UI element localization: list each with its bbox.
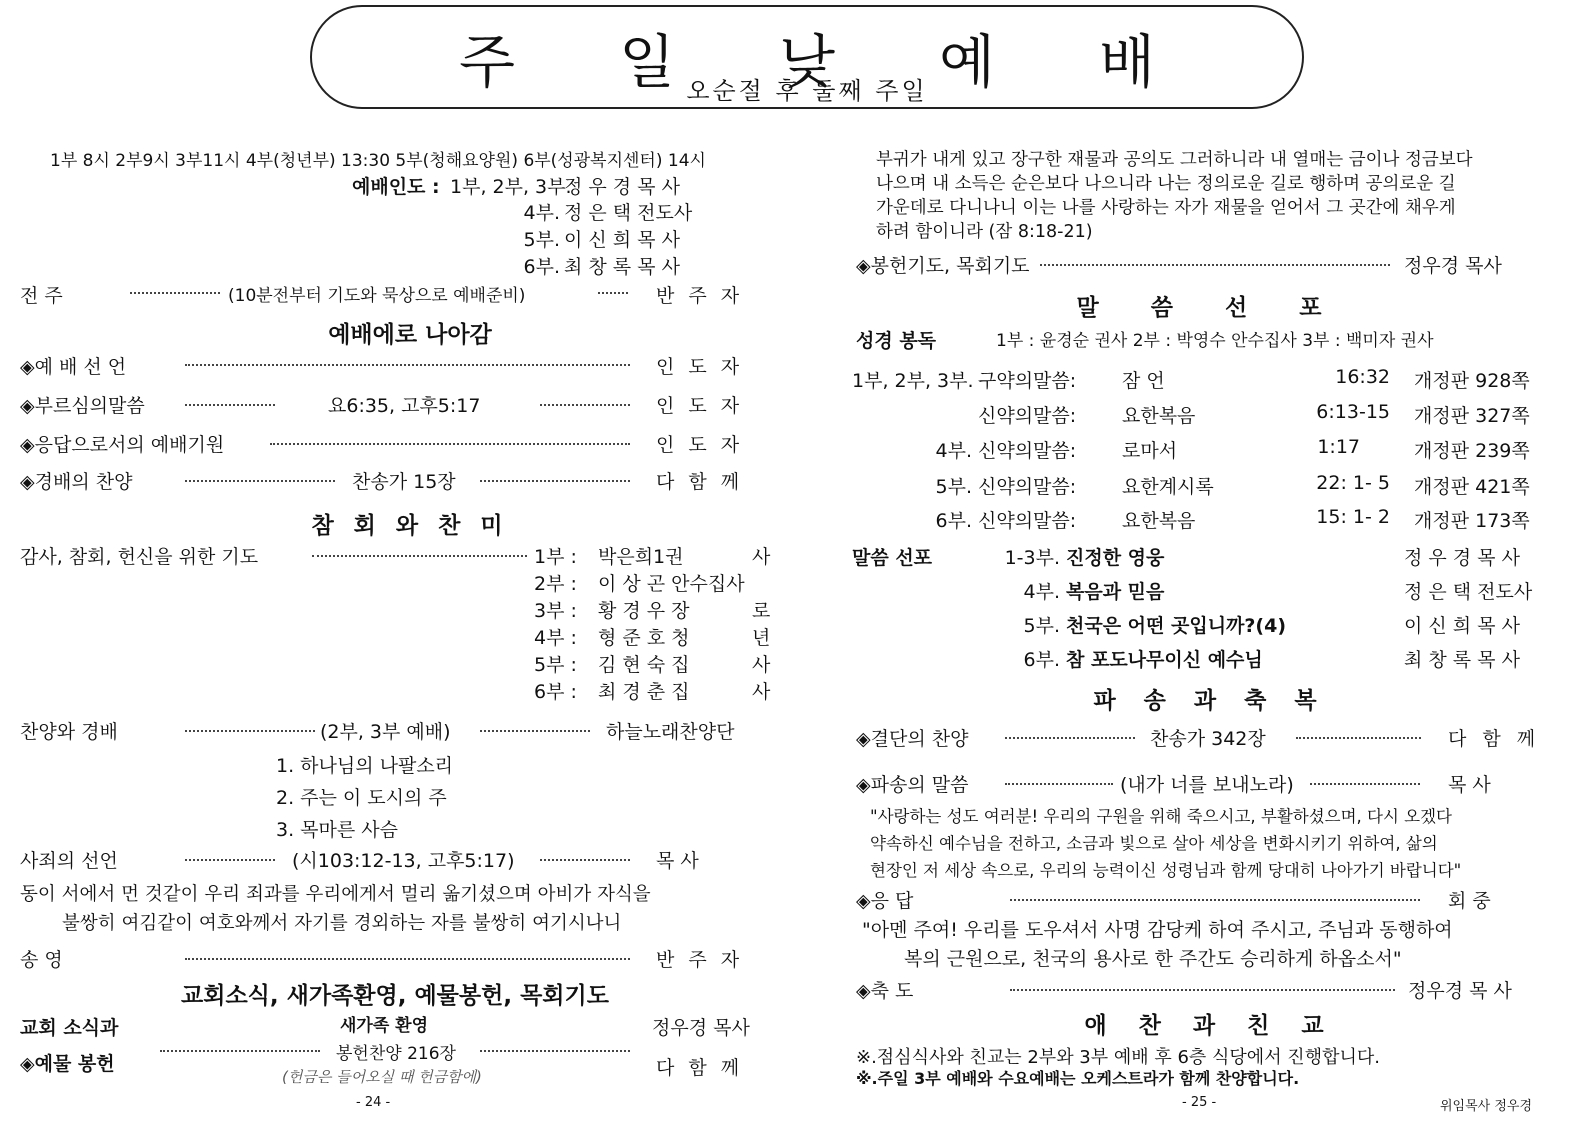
sending-ref: (내가 너를 보내노라)	[1120, 774, 1294, 796]
absolution-role: 목 사	[656, 850, 699, 872]
sending-line: 현장인 저 세상 속으로, 우리의 능력이신 성령님과 함께 당대히 나아가기 바랍니다"	[870, 861, 1462, 880]
order-item-label: ◈응답으로서의 예배기원	[20, 434, 225, 456]
sending-text	[870, 803, 1461, 884]
prayer-label: 감사, 참회, 헌신을 위한 기도	[20, 546, 259, 568]
dot-leader	[1010, 899, 1420, 901]
dot-leader	[130, 292, 220, 294]
offering-role: 다 함 께	[656, 1057, 744, 1079]
prayer-role: 년	[752, 627, 771, 649]
decision-hymn: 찬송가 342장	[1150, 728, 1266, 750]
absolution-text: 동이 서에서 먼 것같이 우리 죄과를 우리에게서 멀리 옮기셨으며 아비가 자식을	[20, 884, 651, 905]
prayer-part: 3부 :	[534, 600, 577, 622]
sermon-group: 5부.	[1023, 615, 1060, 637]
scripture-ref: 16:32	[1335, 366, 1390, 388]
title-char: 낮	[778, 28, 836, 96]
section-title: 교회소식, 새가족환영, 예물봉헌, 목회기도	[181, 983, 609, 1009]
order-item-label: ◈경배의 찬양	[20, 471, 133, 493]
prayer-part: 6부 :	[534, 681, 577, 703]
leader-group: 1부, 2부, 3부.	[450, 176, 572, 198]
sermon-group: 1-3부.	[1004, 547, 1060, 569]
scripture-page: 개정판 239쪽	[1414, 440, 1530, 462]
prayer-name: 박은희1권	[598, 546, 684, 568]
prayer-part: 2부 :	[534, 573, 577, 595]
scripture-page: 개정판 327쪽	[1414, 405, 1530, 427]
order-item-label: ◈부르심의말씀	[20, 395, 145, 417]
order-item-role: 인 도 자	[656, 356, 744, 378]
scripture-book: 요한복음	[1122, 405, 1196, 427]
scripture-kind: 신약의말씀:	[978, 510, 1077, 532]
prayer-role: 사	[752, 681, 771, 703]
section-title: 예배에로 나아감	[328, 322, 492, 348]
benediction-label: ◈축 도	[856, 980, 914, 1002]
dot-leader	[1005, 783, 1113, 785]
section-title: 말 씀 선 포	[1076, 295, 1344, 321]
prelude-desc: (10분전부터 기도와 묵상으로 예배준비)	[228, 286, 526, 306]
section-title: 애 찬 과 친 교	[1084, 1013, 1336, 1039]
prayer-name: 최 경 춘 집	[598, 681, 690, 703]
service-schedule: 1부 8시 2부9시 3부11시 4부(청년부) 13:30 5부(청해요양원) 6부(성광복지센터) 14시	[50, 151, 706, 171]
prayer-role: 사	[752, 654, 771, 676]
response-text: "아멘 주여! 우리를 도우셔서 사명 감당케 하여 주시고, 주님과 동행하여	[862, 919, 1453, 941]
order-item-label: ◈예 배 선 언	[20, 356, 127, 378]
response-label: ◈응 답	[856, 890, 914, 912]
reading-readers: 1부 : 윤경순 권사 2부 : 박영수 안수집사 3부 : 백미자 권사	[996, 331, 1434, 351]
sermon-preacher: 정 우 경 목 사	[1404, 547, 1520, 569]
order-item-role: 인 도 자	[656, 434, 744, 456]
verse-line: 부귀가 내게 있고 장구한 재물과 공의도 그러하니라 내 열매는 금이나 정금보다	[876, 150, 1473, 170]
doxology-role: 반 주 자	[656, 949, 744, 971]
sermon-label: 말씀 선포	[852, 547, 933, 569]
scripture-group: 6부.	[935, 510, 972, 532]
leader-group: 5부.	[523, 229, 560, 251]
notice-line: ※.점심식사와 친교는 2부와 3부 예배 후 6층 식당에서 진행합니다.	[856, 1047, 1380, 1068]
dot-leader	[1005, 737, 1135, 739]
leader-name: 정 은 택 전도사	[564, 202, 693, 224]
decision-label: ◈결단의 찬양	[856, 728, 969, 750]
prayer-name: 이 상 곤 안수집사	[598, 573, 745, 595]
prayer-name: 형 준 호 청	[598, 627, 690, 649]
prayer-name: 황 경 우 장	[598, 600, 690, 622]
scripture-page: 개정판 173쪽	[1414, 510, 1530, 532]
dot-leader	[1040, 264, 1390, 266]
sermon-title: 참 포도나무이신 예수님	[1066, 649, 1263, 671]
title-banner	[310, 5, 1304, 109]
offering-label: ◈예물 봉헌	[20, 1053, 115, 1075]
sermon-preacher: 최 창 록 목 사	[1404, 649, 1520, 671]
dot-leader	[270, 443, 630, 445]
section-title: 파 송 과 축 복	[1093, 688, 1327, 714]
order-item-hymn: 찬송가 15장	[352, 471, 456, 493]
sermon-title: 진정한 영웅	[1066, 547, 1165, 569]
leader-name: 정 우 경 목 사	[564, 176, 680, 198]
sermon-group: 6부.	[1023, 649, 1060, 671]
praise-song: 3. 목마른 사슴	[276, 819, 398, 841]
dot-leader	[185, 730, 315, 732]
response-role: 회 중	[1448, 890, 1491, 912]
sermon-title: 천국은 어떤 곳입니까?(4)	[1066, 615, 1287, 637]
sermon-title: 복음과 믿음	[1066, 581, 1165, 603]
section-title: 참 회 와 찬 미	[311, 513, 509, 539]
offering-hymn: 봉헌찬양 216장	[336, 1044, 456, 1064]
absolution-text: 불쌍히 여김같이 여호와께서 자기를 경외하는 자를 불쌍히 여기시나니	[62, 913, 622, 934]
title-char: 일	[618, 28, 676, 96]
title-char: 주	[458, 28, 516, 96]
scripture-kind: 신약의말씀:	[978, 476, 1077, 498]
praise-team: 하늘노래찬양단	[606, 721, 735, 743]
dot-leader	[540, 404, 630, 406]
scripture-book: 요한복음	[1122, 510, 1196, 532]
notice-line: ※.주일 3부 예배와 수요예배는 오케스트라가 함께 찬양합니다.	[856, 1069, 1300, 1088]
prayer-part: 1부 :	[534, 546, 577, 568]
prelude-role: 반 주 자	[656, 285, 744, 307]
dot-leader	[312, 555, 527, 557]
response-text: 복의 근원으로, 천국의 용사로 한 주간도 승리하게 하옵소서"	[904, 948, 1402, 970]
dot-leader	[160, 1050, 320, 1052]
page-subtitle: 오순절 후 둘째 주일	[686, 77, 928, 105]
scripture-book: 요한계시록	[1122, 476, 1214, 498]
scripture-book: 로마서	[1122, 440, 1178, 462]
scripture-ref: 15: 1- 2	[1316, 506, 1390, 528]
leader-name: 이 신 희 목 사	[564, 229, 680, 251]
news-label: 교회 소식과	[20, 1017, 119, 1039]
scripture-kind: 구약의말씀:	[978, 370, 1077, 392]
dot-leader	[480, 730, 590, 732]
decision-role: 다 함 께	[1448, 728, 1541, 750]
prayer-role: 사	[752, 546, 771, 568]
order-item-ref: 요6:35, 고후5:17	[328, 395, 481, 417]
scripture-kind: 신약의말씀:	[978, 405, 1077, 427]
scripture-book: 잠 언	[1122, 370, 1165, 392]
dot-leader	[185, 480, 335, 482]
dot-leader	[1010, 989, 1395, 991]
dot-leader	[1310, 783, 1420, 785]
benediction-role: 정우경 목 사	[1408, 980, 1512, 1002]
prelude-label: 전 주	[20, 285, 63, 307]
dot-leader	[185, 404, 275, 406]
dot-leader	[540, 859, 630, 861]
praise-song: 2. 주는 이 도시의 주	[276, 787, 447, 809]
order-item-role: 인 도 자	[656, 395, 744, 417]
praise-label: 찬양와 경배	[20, 721, 118, 743]
leaders-label: 예배인도 :	[352, 176, 440, 198]
scripture-page: 개정판 928쪽	[1414, 370, 1530, 392]
absolution-label: 사죄의 선언	[20, 850, 118, 872]
verse-line: 하려 함이니라 (잠 8:18-21)	[876, 222, 1093, 242]
news-role: 정우경 목사	[652, 1017, 750, 1039]
prayer-role: 로	[752, 600, 771, 622]
praise-song: 1. 하나님의 나팔소리	[276, 755, 454, 777]
prayer-name: 김 현 숙 집	[598, 654, 690, 676]
title-char: 배	[1098, 28, 1156, 96]
sending-line: "사랑하는 성도 여러분! 우리의 구원을 위해 죽으시고, 부활하셨으며, 다시 오겠다	[870, 807, 1452, 826]
absolution-ref: (시103:12-13, 고후5:17)	[292, 850, 515, 872]
scripture-group: 5부.	[935, 476, 972, 498]
dot-leader	[480, 480, 630, 482]
dot-leader	[598, 292, 628, 294]
scripture-kind: 신약의말씀:	[978, 440, 1077, 462]
scripture-ref: 1:17	[1317, 436, 1360, 458]
dot-leader	[1296, 737, 1421, 739]
doxology-label: 송 영	[20, 949, 63, 971]
footer-signature: 위임목사 정우경	[1440, 1099, 1533, 1114]
scripture-page: 개정판 421쪽	[1414, 476, 1530, 498]
sending-label: ◈파송의 말씀	[856, 774, 969, 796]
sending-line: 약속하신 예수님을 전하고, 소금과 빛으로 살아 세상을 변화시키기 위하여, 삶의	[870, 834, 1438, 853]
offering-note: (헌금은 들어오실 때 헌금함에)	[282, 1068, 482, 1086]
reading-label: 성경 봉독	[856, 330, 937, 352]
sermon-preacher: 정 은 택 전도사	[1404, 581, 1533, 603]
praise-desc: (2부, 3부 예배)	[320, 721, 451, 743]
leader-group: 6부.	[523, 256, 560, 278]
sermon-preacher: 이 신 희 목 사	[1404, 615, 1520, 637]
news-welcome: 새가족 환영	[340, 1016, 429, 1036]
prayer-part: 4부 :	[534, 627, 577, 649]
page-number: - 24 -	[356, 1095, 391, 1110]
scripture-group: 1부, 2부, 3부.	[852, 370, 974, 392]
verse-line: 가운데로 다니나니 이는 나를 사랑하는 자가 재물을 얻어서 그 곳간에 채우게	[876, 198, 1456, 218]
leader-group: 4부.	[523, 202, 560, 224]
sending-role: 목 사	[1448, 774, 1491, 796]
dot-leader	[185, 364, 630, 366]
verse-text	[876, 148, 1473, 244]
scripture-group: 4부.	[935, 440, 972, 462]
prayer-part: 5부 :	[534, 654, 577, 676]
verse-line: 나으며 내 소득은 순은보다 나으니라 나는 정의로운 길로 행하며 공의로운 길	[876, 174, 1456, 194]
offering-prayer-role: 정우경 목사	[1404, 255, 1502, 277]
order-item-role: 다 함 께	[656, 471, 744, 493]
leader-name: 최 창 록 목 사	[564, 256, 680, 278]
dot-leader	[480, 1050, 630, 1052]
scripture-ref: 22: 1- 5	[1316, 472, 1390, 494]
title-char: 예	[938, 28, 996, 96]
dot-leader	[185, 958, 630, 960]
dot-leader	[185, 859, 275, 861]
offering-prayer-label: ◈봉헌기도, 목회기도	[856, 255, 1030, 277]
page-number: - 25 -	[1182, 1095, 1217, 1110]
scripture-ref: 6:13-15	[1316, 401, 1390, 423]
sermon-group: 4부.	[1023, 581, 1060, 603]
